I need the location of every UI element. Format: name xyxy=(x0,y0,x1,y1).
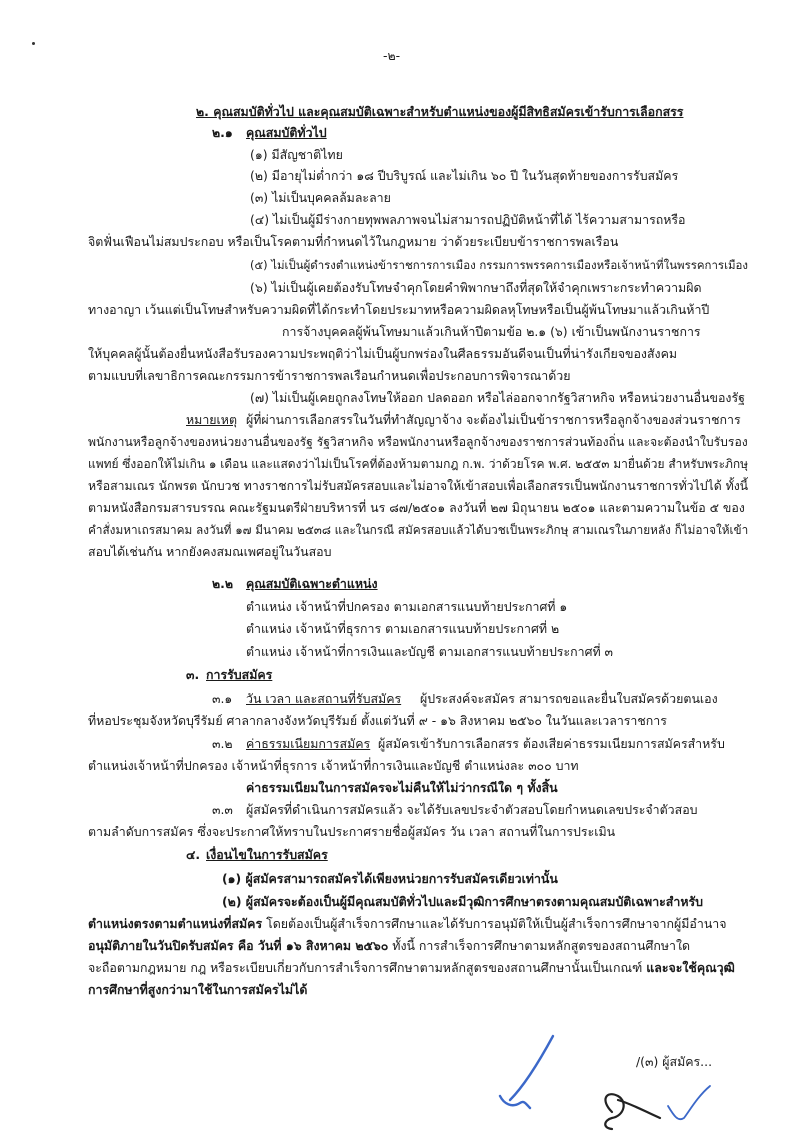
note-line-2: พนักงานหรือลูกจ้างของหน่วยงานอื่นของรัฐ รัฐวิสาหกิจ หรือพนักงานหรือลูกจ้างของราชการส่วนท้องถิ่น และจะต้องนำใบรับรอง xyxy=(88,435,748,449)
condition-2-line-4-rest: จะถือตามกฎหมาย กฎ หรือระเบียบเกี่ยวกับการสำเร็จการศึกษาตามหลักสูตรของสถานศึกษานั้นเป็นเกณฑ์ xyxy=(88,960,647,975)
qualification-2: (๒) มีอายุไม่ต่ำกว่า ๑๘ ปีบริบูรณ์ และไม่เกิน ๖๐ ปี ในวันสุดท้ายของการรับสมัคร xyxy=(250,168,679,183)
position-1: ตำแหน่ง เจ้าหน้าที่ปกครอง ตามเอกสารแนบท้ายประกาศที่ ๑ xyxy=(246,599,568,614)
condition-2-line-5: การศึกษาที่สูงกว่ามาใช้ในการสมัครไม่ได้ xyxy=(88,982,308,997)
section-3-2-fee-note: ค่าธรรมเนียมในการสมัครจะไม่คืนให้ไม่ว่ากรณีใด ๆ ทั้งสิ้น xyxy=(246,780,558,795)
qualification-7: (๗) ไม่เป็นผู้เคยถูกลงโทษให้ออก ปลดออก หรือไล่ออกจากรัฐวิสาหกิจ หรือหน่วยงานอื่นของรัฐ xyxy=(250,390,745,405)
section-3-2-number: ๓.๒ xyxy=(212,736,233,751)
note-line-6: คำสั่งมหาเถรสมาคม ลงวันที่ ๑๗ มีนาคม ๒๕๓๘ และในกรณี สมัครสอบแล้วได้บวชเป็นพระภิกษุ สามเณรในภายหลัง ก็ไม่อาจให้เข้า xyxy=(88,523,749,537)
qualification-4-line-2: จิตฟั่นเฟือนไม่สมประกอบ หรือเป็นโรคตามที่กำหนดไว้ในกฎหมาย ว่าด้วยระเบียบข้าราชการพลเรือน xyxy=(88,234,619,249)
qualification-6-line-3: การจ้างบุคคลผู้พ้นโทษมาแล้วเกินห้าปีตามข้อ ๒.๑ (๖) เข้าเป็นพนักงานราชการ xyxy=(282,324,701,339)
qualification-3: (๓) ไม่เป็นบุคคลล้มละลาย xyxy=(250,190,391,205)
section-2-2-number: ๒.๒ xyxy=(212,576,234,591)
section-3-1-label: วัน เวลา และสถานที่รับสมัคร xyxy=(246,691,402,706)
qualification-6-line-5: ตามแบบที่เลขาธิการคณะกรรมการข้าราชการพลเรือนกำหนดเพื่อประกอบการพิจารณาด้วย xyxy=(88,368,571,383)
position-2: ตำแหน่ง เจ้าหน้าที่ธุรการ ตามเอกสารแนบท้ายประกาศที่ ๒ xyxy=(246,621,560,636)
section-3-2-line-2: ตำแหน่งเจ้าหน้าที่ปกครอง เจ้าหน้าที่ธุรการ เจ้าหน้าที่การเงินและบัญชี ตำแหน่งละ ๓๐๐ บาท xyxy=(88,758,579,773)
condition-2-line-4-bold: และจะใช้คุณวุฒิ xyxy=(646,960,735,975)
section-3-1-line-2: ที่หอประชุมจังหวัดบุรีรัมย์ ศาลากลางจังหวัดบุรีรัมย์ ตั้งแต่วันที่ ๙ - ๑๖ สิงหาคม ๒๕๖๐ ในวันและเวลาราชการ xyxy=(88,713,667,728)
condition-2-line-2-bold: ตำแหน่งตรงตามตำแหน่งที่สมัคร xyxy=(88,916,263,931)
condition-2-line-3-rest: ทั้งนี้ การสำเร็จการศึกษาตามหลักสูตรของสถานศึกษาใด xyxy=(388,938,691,953)
condition-2-line-1: (๒) ผู้สมัครจะต้องเป็นผู้มีคุณสมบัติทั่วไปและมีวุฒิการศึกษาตรงตามคุณสมบัติเฉพาะสำหรับ xyxy=(222,894,704,909)
qualification-5: (๕) ไม่เป็นผู้ดำรงตำแหน่งข้าราชการการเมือง กรรมการพรรคการเมืองหรือเจ้าหน้าที่ในพรรคการเมือง xyxy=(250,258,748,272)
condition-2-line-2-rest: โดยต้องเป็นผู้สำเร็จการศึกษาและได้รับการอนุมัติให้เป็นผู้สำเร็จการศึกษาจากผู้มีอำนาจ xyxy=(262,916,727,931)
qualification-6-line-1: (๖) ไม่เป็นผู้เคยต้องรับโทษจำคุกโดยคำพิพากษาถึงที่สุดให้จำคุกเพราะกระทำความผิด xyxy=(250,280,702,295)
section-4-title: เงื่อนไขในการรับสมัคร xyxy=(206,847,328,862)
qualification-6-line-2: ทางอาญา เว้นแต่เป็นโทษสำหรับความผิดที่ได้กระทำโดยประมาทหรือความผิดลหุโทษหรือเป็นผู้พ้นโทษมาแล้วเกินห้าปี xyxy=(88,302,710,317)
condition-1: (๑) ผู้สมัครสามารถสมัครได้เพียงหน่วยการรับสมัครเดียวเท่านั้น xyxy=(222,871,558,886)
blue-initial-signature xyxy=(500,1036,553,1108)
section-3-1-number: ๓.๑ xyxy=(212,691,233,706)
note-line-5: ตามหนังสือกรมสารบรรณ คณะรัฐมนตรีฝ่ายบริหารที่ นร ๘๗/๒๕๐๑ ลงวันที่ ๒๗ มิถุนายน ๒๕๐๑ และตามความในข้อ ๕ ของ xyxy=(88,500,745,515)
qualification-4-line-1: (๔) ไม่เป็นผู้มีร่างกายทุพพลภาพจนไม่สามารถปฏิบัติหน้าที่ได้ ไร้ความสามารถหรือ xyxy=(250,212,686,227)
section-4-number: ๔. xyxy=(186,847,201,862)
continuation-marker: /(๓) ผู้สมัคร... xyxy=(636,1054,713,1069)
section-2-1-title: คุณสมบัติทั่วไป xyxy=(246,125,327,140)
note-line-4: หรือสามเณร นักพรต นักบวช ทางราชการไม่รับสมัครสอบและไม่อาจให้เข้าสอบเพื่อเลือกสรรเป็นพนักงานราชการทั่วไปได้ ทั้งนี้ xyxy=(88,479,749,493)
section-3-3-line-2: ตามลำดับการสมัคร ซึ่งจะประกาศให้ทราบในประกาศรายชื่อผู้สมัคร วัน เวลา สถานที่ในการประเมิน xyxy=(88,824,616,839)
qualification-1: (๑) มีสัญชาติไทย xyxy=(250,147,343,162)
position-3: ตำแหน่ง เจ้าหน้าที่การเงินและบัญชี ตามเอกสารแนบท้ายประกาศที่ ๓ xyxy=(246,644,614,659)
section-2-1-number: ๒.๑ xyxy=(212,125,233,140)
section-3-1-line-1: ผู้ประสงค์จะสมัคร สามารถขอและยื่นใบสมัครด้วยตนเอง xyxy=(420,691,718,706)
section-3-3-line-1: ผู้สมัครที่ดำเนินการสมัครแล้ว จะได้รับเลขประจำตัวสอบโดยกำหนดเลขประจำตัวสอบ xyxy=(246,802,698,817)
note-line-7: สอบได้เช่นกัน หากยังคงสมณเพศอยู่ในวันสอบ xyxy=(88,544,332,559)
note-label: หมายเหตุ xyxy=(186,412,238,427)
section-3-2-line-1: ผู้สมัครเข้ารับการเลือกสรร ต้องเสียค่าธรรมเนียมการสมัครสำหรับ xyxy=(378,736,725,751)
blue-check-signature xyxy=(668,1086,710,1119)
section-3-2-label: ค่าธรรมเนียมการสมัคร xyxy=(246,736,371,751)
page-number: -๒- xyxy=(383,48,401,63)
section-3-title: การรับสมัคร xyxy=(206,667,273,682)
section-2-heading: ๒. คุณสมบัติทั่วไป และคุณสมบัติเฉพาะสำหรับตำแหน่งของผู้มีสิทธิสมัครเข้ารับการเลือกสรร xyxy=(196,104,684,119)
section-3-number: ๓. xyxy=(186,667,200,682)
note-line-3: แพทย์ ซึ่งออกให้ไม่เกิน ๑ เดือน และแสดงว่าไม่เป็นโรคที่ต้องห้ามตามกฎ ก.พ. ว่าด้วยโรค พ.ศ. ๒๕๕๓ มายื่นด้วย สำหรับพระภิกษุ xyxy=(88,457,749,471)
section-3-3-number: ๓.๓ xyxy=(212,802,233,817)
condition-2-line-3-bold: อนุมัติภายในวันปิดรับสมัคร คือ วันที่ ๑๖ สิงหาคม ๒๕๖๐ xyxy=(88,938,389,953)
black-signature xyxy=(605,1094,660,1129)
note-line-1: ผู้ที่ผ่านการเลือกสรรในวันที่ทำสัญญาจ้าง จะต้องไม่เป็นข้าราชการหรือลูกจ้างของส่วนราชการ xyxy=(246,412,741,427)
qualification-6-line-4: ให้บุคคลผู้นั้นต้องยื่นหนังสือรับรองความประพฤติว่าไม่เป็นผู้บกพร่องในศีลธรรมอันดีจนเป็นที่น่ารังเกียจของสังคม xyxy=(88,346,678,361)
section-2-2-title: คุณสมบัติเฉพาะตำแหน่ง xyxy=(246,576,378,591)
